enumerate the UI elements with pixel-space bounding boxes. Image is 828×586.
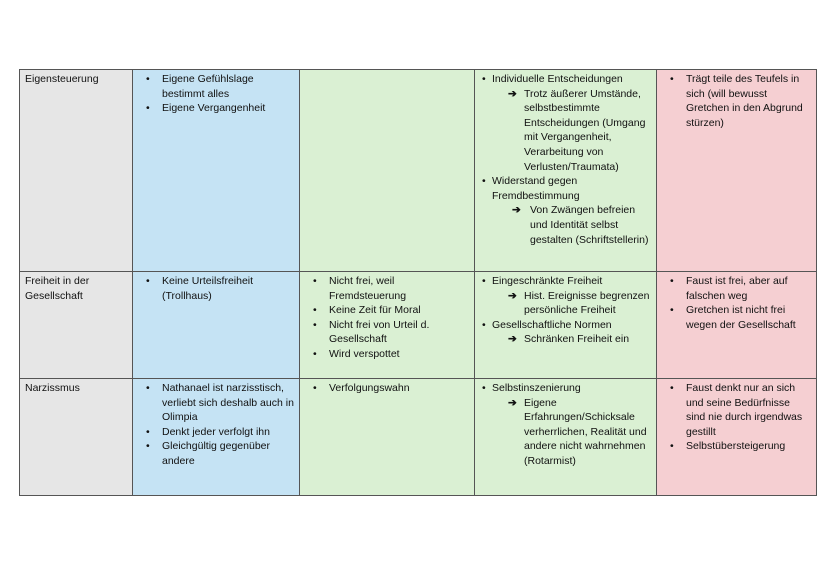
row-label-cell bbox=[20, 272, 133, 379]
bullet-list bbox=[480, 274, 651, 347]
arrow-right-icon: ➔ bbox=[512, 204, 521, 217]
column-2-cell bbox=[300, 379, 475, 496]
bullet-list bbox=[662, 381, 811, 454]
bullet-list bbox=[305, 381, 469, 396]
bullet-list bbox=[138, 381, 294, 469]
sub-item-text: Schränken Freiheit ein bbox=[524, 333, 630, 346]
bullet-list bbox=[662, 274, 811, 332]
list-item: • Faust ist frei, aber auf falschen weg bbox=[662, 274, 811, 303]
arrow-right-icon: ➔ bbox=[508, 87, 517, 100]
bullet-list bbox=[138, 274, 294, 303]
comparison-table bbox=[19, 69, 817, 496]
column-1-cell bbox=[133, 379, 300, 496]
list-item: • Selbstübersteigerung bbox=[662, 439, 811, 454]
arrow-right-icon: ➔ bbox=[508, 333, 517, 346]
sub-item bbox=[492, 203, 651, 247]
column-3-cell bbox=[475, 272, 657, 379]
list-item: • Denkt jeder verfolgt ihn bbox=[138, 425, 294, 440]
list-item-text: Selbstinszenierung bbox=[492, 382, 581, 394]
list-item bbox=[480, 381, 651, 469]
column-4-cell bbox=[657, 70, 817, 272]
bullet-list bbox=[305, 274, 469, 362]
table-row-freiheit bbox=[20, 272, 817, 379]
column-2-cell bbox=[300, 272, 475, 379]
list-item-text: Gesellschaftliche Normen bbox=[492, 318, 612, 331]
list-item bbox=[480, 72, 651, 174]
list-item: • Keine Zeit für Moral bbox=[305, 303, 469, 318]
list-item bbox=[480, 274, 651, 318]
list-item: • Gretchen ist nicht frei wegen der Gesellschaft bbox=[662, 303, 811, 332]
list-item: • Trägt teile des Teufels in sich (will bewusst Gretchen in den Abgrund stürzen) bbox=[662, 72, 811, 130]
list-item: • Faust denkt nur an sich und seine Bedürfnisse sind nie durch irgendwas gestillt bbox=[662, 381, 811, 439]
list-item-text: Widerstand gegen Fremdbestimmung bbox=[492, 175, 580, 202]
list-item: • Eigene Vergangenheit bbox=[138, 101, 294, 116]
list-item: • Nicht frei von Urteil d. Gesellschaft bbox=[305, 318, 469, 347]
column-4-cell bbox=[657, 272, 817, 379]
column-4-cell bbox=[657, 379, 817, 496]
column-3-cell bbox=[475, 379, 657, 496]
bullet-list bbox=[662, 72, 811, 130]
arrow-right-icon: ➔ bbox=[508, 396, 517, 409]
sub-item bbox=[492, 332, 651, 347]
list-item: • Nathanael ist narzisstisch, verliebt sich deshalb auch in Olimpia bbox=[138, 381, 294, 425]
column-2-cell bbox=[300, 70, 475, 272]
sub-item bbox=[492, 289, 651, 318]
sub-item bbox=[492, 396, 651, 469]
sub-item bbox=[492, 87, 651, 175]
list-item: • Nicht frei, weil Fremdsteuerung bbox=[305, 274, 469, 303]
column-1-cell bbox=[133, 272, 300, 379]
list-item bbox=[480, 318, 651, 347]
list-item: • Keine Urteilsfreiheit (Trollhaus) bbox=[138, 274, 294, 303]
sub-item-text: Hist. Ereignisse begrenzen persönliche Freiheit bbox=[524, 289, 650, 317]
list-item: • Gleichgültig gegenüber andere bbox=[138, 439, 294, 468]
table-row-eigensteuerung bbox=[20, 70, 817, 272]
list-item: • Verfolgungswahn bbox=[305, 381, 469, 396]
bullet-list bbox=[138, 72, 294, 116]
list-item: • Eigene Gefühlslage bestimmt alles bbox=[138, 72, 294, 101]
column-1-cell bbox=[133, 70, 300, 272]
list-item bbox=[480, 174, 651, 247]
sub-item-text: Von Zwängen befreien und Identität selbst gestalten (Schriftstellerin) bbox=[530, 204, 649, 246]
table-row-narzissmus bbox=[20, 379, 817, 496]
sub-item-text: Eigene Erfahrungen/Schicksale verherrlichen, Realität und andere nicht wahrnehmen (Rotarmist) bbox=[524, 396, 647, 467]
row-label-cell bbox=[20, 379, 133, 496]
bullet-list bbox=[480, 72, 651, 247]
arrow-right-icon: ➔ bbox=[508, 289, 517, 302]
list-item-text: Individuelle Entscheidungen bbox=[492, 73, 623, 85]
bullet-list bbox=[480, 381, 651, 469]
list-item: • Wird verspottet bbox=[305, 347, 469, 362]
sub-item-text: Trotz äußerer Umstände, selbstbestimmte Entscheidungen (Umgang mit Vergangenheit, Verarbeitung von Verlusten/Traumata) bbox=[524, 87, 646, 173]
row-label: Narzissmus bbox=[25, 382, 80, 394]
row-label: Eigensteuerung bbox=[25, 73, 99, 85]
list-item-text: Eingeschränkte Freiheit bbox=[492, 275, 603, 287]
row-label-cell bbox=[20, 70, 133, 272]
column-3-cell bbox=[475, 70, 657, 272]
row-label: Freiheit in der Gesellschaft bbox=[25, 275, 90, 302]
